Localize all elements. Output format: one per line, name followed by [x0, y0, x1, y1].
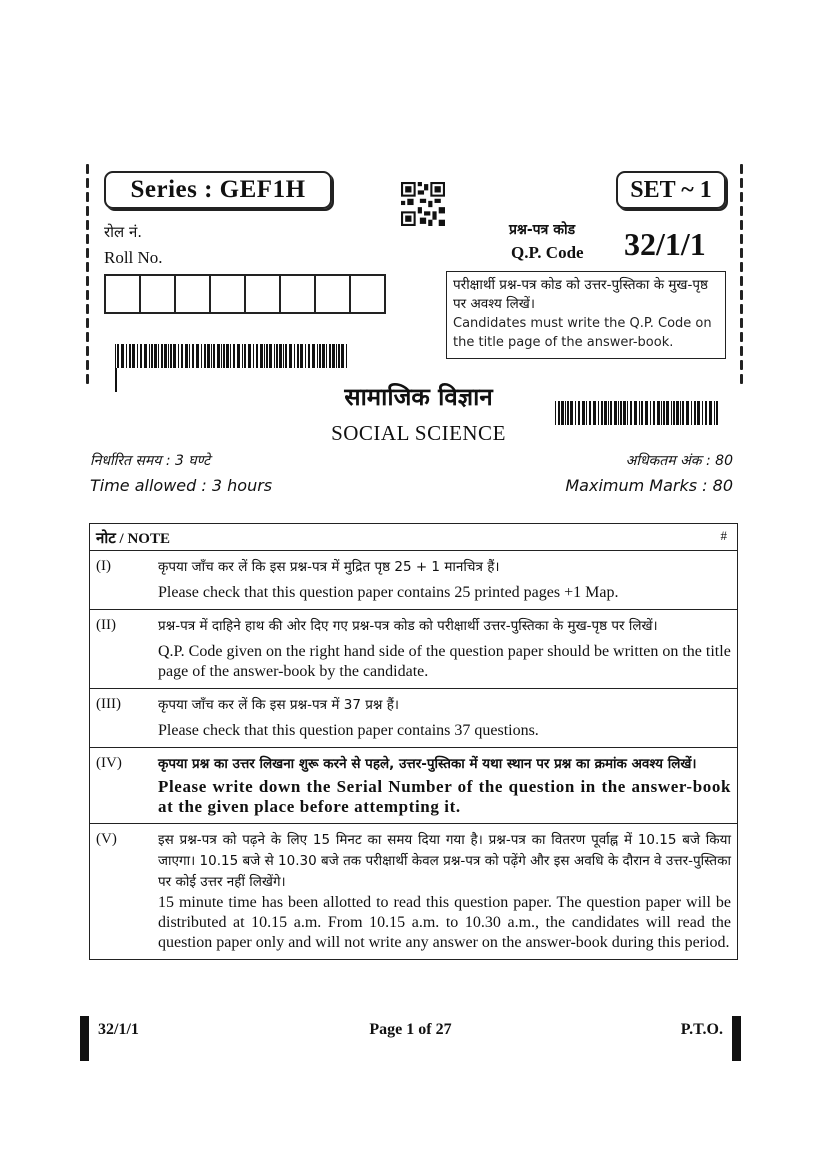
- note-number: (I): [96, 558, 111, 574]
- title-hindi: सामाजिक विज्ञान: [344, 383, 493, 411]
- roll-digit-box[interactable]: [209, 274, 246, 314]
- qp-code-label-hindi: प्रश्न-पत्र कोड: [509, 222, 576, 238]
- note-text-english: Please check that this question paper contains 37 questions.: [158, 722, 539, 739]
- note-text-english: Please write down the Serial Number of the question in the answer-book at the given place before attempting it.: [158, 777, 731, 816]
- roll-digit-box[interactable]: [349, 274, 386, 314]
- roll-label: Roll No.: [104, 248, 163, 267]
- left-binding-marks: [86, 160, 92, 388]
- notice-english: Candidates must write the Q.P. Code on the title page of the answer-book.: [453, 316, 712, 350]
- roll-digit-box[interactable]: [139, 274, 176, 314]
- footer-bar-right: [732, 1016, 741, 1061]
- time-allowed-hindi: निर्धारित समय : 3 घण्टे: [90, 453, 211, 469]
- notice-hindi: परीक्षार्थी प्रश्न-पत्र कोड को उत्तर-पुस्तिका के मुख-पृष्ठ पर अवश्य लिखें।: [453, 277, 708, 312]
- note-item: [90, 824, 737, 959]
- note-table: [89, 523, 738, 960]
- note-text-hindi: प्रश्न-पत्र में दाहिने हाथ की ओर दिए गए प्रश्न-पत्र कोड को परीक्षार्थी उत्तर-पुस्तिका के मुख-पृष्ठ पर लिखें।: [158, 618, 658, 634]
- qp-code-label: Q.P. Code: [511, 243, 584, 262]
- note-number: (V): [96, 831, 117, 847]
- qp-code-notice: [446, 271, 726, 359]
- footer-qp-code: 32/1/1: [98, 1021, 139, 1038]
- set-label: SET ~ 1: [616, 171, 726, 209]
- note-item: [90, 689, 737, 748]
- note-text-hindi: कृपया प्रश्न का उत्तर लिखना शुरू करने से पहले, उत्तर-पुस्तिका में यथा स्थान पर प्रश्न का क्रमांक अवश्य लिखें।: [158, 756, 697, 772]
- time-allowed: Time allowed : 3 hours: [90, 476, 273, 495]
- note-hash: #: [720, 528, 727, 543]
- note-number: (II): [96, 617, 116, 633]
- series-label: Series : GEF1H: [104, 171, 332, 209]
- right-binding-marks: [740, 160, 746, 388]
- note-number: (III): [96, 696, 121, 712]
- note-number: (IV): [96, 755, 122, 771]
- max-marks-hindi: अधिकतम अंक : 80: [625, 453, 733, 469]
- roll-digit-box[interactable]: [104, 274, 141, 314]
- qr-code-icon: [401, 182, 445, 226]
- note-item: [90, 551, 737, 610]
- roll-digit-box[interactable]: [314, 274, 351, 314]
- note-header: [90, 524, 737, 551]
- note-text-english: Please check that this question paper contains 25 printed pages +1 Map.: [158, 584, 619, 601]
- max-marks: Maximum Marks : 80: [565, 476, 733, 495]
- roll-digit-box[interactable]: [174, 274, 211, 314]
- qp-code: 32/1/1: [624, 226, 706, 262]
- page-footer: [80, 1013, 741, 1059]
- barcode-left: [115, 344, 352, 368]
- note-item: [90, 610, 737, 689]
- note-item: [90, 748, 737, 824]
- pto-label: P.T.O.: [680, 1021, 723, 1038]
- roll-digit-box[interactable]: [279, 274, 316, 314]
- roll-label-hindi: रोल नं.: [104, 223, 143, 241]
- note-heading: नोट / NOTE: [96, 531, 170, 547]
- note-text-hindi: कृपया जाँच कर लें कि इस प्रश्न-पत्र में मुद्रित पृष्ठ 25 + 1 मानचित्र हैं।: [158, 559, 500, 575]
- note-text-english: Q.P. Code given on the right hand side of the question paper should be written on the title page of the answer-book by the candidate.: [158, 643, 731, 680]
- note-text-hindi: कृपया जाँच कर लें कि इस प्रश्न-पत्र में 37 प्रश्न हैं।: [158, 697, 400, 713]
- note-text-english: 15 minute time has been allotted to read this question paper. The question paper will be distributed at 10.15 a.m. From 10.15 a.m. to 10.30 a.m., the candidates will read the question paper only and will not write any answer on the answer-book during this period.: [158, 894, 731, 951]
- note-text-hindi: इस प्रश्न-पत्र को पढ़ने के लिए 15 मिनट का समय दिया गया है। प्रश्न-पत्र का वितरण पूर्वाह्न में 10.15 बजे किया जाएगा। 10.15 बजे से 10.30 बजे तक परीक्षार्थी केवल प्रश्न-पत्र को पढ़ेंगे और इस अवधि के दौरान वे उत्तर-पुस्तिका पर कोई उत्तर नहीं लिखेंगे।: [158, 832, 731, 890]
- page-number: Page 1 of 27: [369, 1021, 452, 1038]
- roll-number-boxes[interactable]: [104, 274, 384, 314]
- title-english: SOCIAL SCIENCE: [331, 421, 506, 445]
- roll-digit-box[interactable]: [244, 274, 281, 314]
